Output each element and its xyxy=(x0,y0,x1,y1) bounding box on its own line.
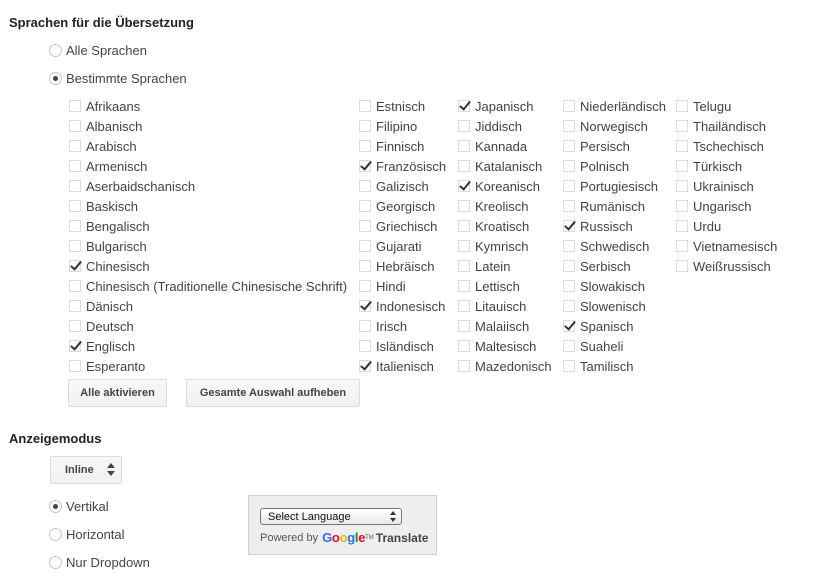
language-label: Spanisch xyxy=(580,318,634,334)
all-languages-label: Alle Sprachen xyxy=(66,42,147,58)
language-checkbox[interactable] xyxy=(69,260,81,272)
language-checkbox[interactable] xyxy=(359,300,371,312)
select-all-button[interactable]: Alle aktivieren xyxy=(68,379,167,407)
language-label: Kroatisch xyxy=(475,218,530,234)
language-checkbox[interactable] xyxy=(458,220,470,232)
language-option[interactable] xyxy=(69,236,347,256)
language-option[interactable] xyxy=(458,336,552,356)
language-label: Koreanisch xyxy=(475,178,541,194)
language-option[interactable] xyxy=(458,296,552,316)
language-option[interactable] xyxy=(69,276,347,296)
language-option[interactable] xyxy=(563,316,666,336)
language-option[interactable] xyxy=(359,216,446,236)
language-option[interactable] xyxy=(359,176,446,196)
language-label: Irisch xyxy=(376,318,408,334)
language-label: Schwedisch xyxy=(580,238,650,254)
language-label: Filipino xyxy=(376,118,418,134)
google-logo-letter: G xyxy=(322,530,332,545)
radio-circle[interactable] xyxy=(49,528,62,541)
language-label: Esperanto xyxy=(86,358,146,374)
language-option[interactable] xyxy=(458,236,552,256)
preview-select-label: Select Language xyxy=(268,510,351,523)
language-checkbox[interactable] xyxy=(563,240,575,252)
language-checkbox[interactable] xyxy=(359,120,371,132)
language-option[interactable] xyxy=(563,356,666,376)
language-option[interactable] xyxy=(69,96,347,116)
language-label: Hindi xyxy=(376,278,406,294)
google-logo-letter: g xyxy=(347,530,355,545)
language-checkbox[interactable] xyxy=(359,140,371,152)
language-column xyxy=(458,96,552,376)
language-option[interactable] xyxy=(69,176,347,196)
preview-language-select[interactable] xyxy=(260,508,402,525)
language-label: Japanisch xyxy=(475,98,534,114)
language-column xyxy=(676,96,777,276)
language-label: Isländisch xyxy=(376,338,434,354)
language-label: Maltesisch xyxy=(475,338,537,354)
language-option[interactable] xyxy=(69,256,347,276)
language-label: Tamilisch xyxy=(580,358,634,374)
language-option[interactable] xyxy=(676,156,777,176)
trademark-mark: TM xyxy=(365,534,374,541)
language-option[interactable] xyxy=(458,196,552,216)
language-label: Italienisch xyxy=(376,358,434,374)
specific-languages-radio[interactable] xyxy=(49,69,187,87)
language-option[interactable] xyxy=(563,196,666,216)
language-label: Suaheli xyxy=(580,338,624,354)
language-checkbox[interactable] xyxy=(563,340,575,352)
language-label: Kreolisch xyxy=(475,198,529,214)
language-checkbox[interactable] xyxy=(458,280,470,292)
language-checkbox[interactable] xyxy=(563,120,575,132)
language-label: Türkisch xyxy=(693,158,743,174)
language-checkbox[interactable] xyxy=(69,140,81,152)
select-updown-icon xyxy=(107,463,115,477)
display-mode-radio[interactable] xyxy=(49,525,125,543)
language-label: Vietnamesisch xyxy=(693,238,778,254)
clear-selection-button[interactable]: Gesamte Auswahl aufheben xyxy=(186,379,360,407)
language-option[interactable] xyxy=(458,276,552,296)
language-checkbox[interactable] xyxy=(676,120,688,132)
language-label: Telugu xyxy=(693,98,732,114)
language-option[interactable] xyxy=(359,96,446,116)
language-option[interactable] xyxy=(69,336,347,356)
google-logo xyxy=(322,530,365,545)
language-label: Jiddisch xyxy=(475,118,522,134)
all-languages-radio[interactable] xyxy=(49,41,147,59)
language-option[interactable] xyxy=(359,296,446,316)
language-label: Slowenisch xyxy=(580,298,646,314)
language-label: Dänisch xyxy=(86,298,133,314)
language-checkbox[interactable] xyxy=(458,180,470,192)
language-label: Litauisch xyxy=(475,298,527,314)
select-updown-icon xyxy=(390,511,396,522)
language-label: Tschechisch xyxy=(693,138,764,154)
language-label: Französisch xyxy=(376,158,447,174)
language-checkbox[interactable] xyxy=(359,280,371,292)
language-checkbox[interactable] xyxy=(676,180,688,192)
language-checkbox[interactable] xyxy=(458,160,470,172)
google-logo-letter: o xyxy=(339,530,348,545)
language-option[interactable] xyxy=(458,176,552,196)
language-checkbox[interactable] xyxy=(563,100,575,112)
language-checkbox[interactable] xyxy=(458,360,470,372)
display-mode-select-value: Inline xyxy=(65,464,94,476)
language-option[interactable] xyxy=(458,216,552,236)
language-option[interactable] xyxy=(563,336,666,356)
language-checkbox[interactable] xyxy=(69,240,81,252)
radio-circle[interactable] xyxy=(49,72,62,85)
radio-circle[interactable] xyxy=(49,44,62,57)
language-option[interactable] xyxy=(359,116,446,136)
language-checkbox[interactable] xyxy=(458,260,470,272)
language-checkbox[interactable] xyxy=(563,320,575,332)
language-checkbox[interactable] xyxy=(69,320,81,332)
language-option[interactable] xyxy=(359,256,446,276)
language-label: Serbisch xyxy=(580,258,631,274)
language-checkbox[interactable] xyxy=(359,340,371,352)
language-option[interactable] xyxy=(563,116,666,136)
languages-section-title: Sprachen für die Übersetzung xyxy=(9,15,194,30)
language-label: Persisch xyxy=(580,138,630,154)
language-checkbox[interactable] xyxy=(676,260,688,272)
language-label: Weißrussisch xyxy=(693,258,771,274)
language-checkbox[interactable] xyxy=(359,320,371,332)
language-label: Galizisch xyxy=(376,178,429,194)
language-label: Polnisch xyxy=(580,158,630,174)
language-label: Ungarisch xyxy=(693,198,752,214)
language-checkbox[interactable] xyxy=(563,260,575,272)
language-option[interactable] xyxy=(458,116,552,136)
language-label: Hebräisch xyxy=(376,258,435,274)
language-option[interactable] xyxy=(69,196,347,216)
language-label: Albanisch xyxy=(86,118,143,134)
translate-widget-preview xyxy=(248,495,437,555)
language-checkbox[interactable] xyxy=(69,180,81,192)
language-checkbox[interactable] xyxy=(69,220,81,232)
language-checkbox[interactable] xyxy=(458,200,470,212)
language-label: Ukrainisch xyxy=(693,178,754,194)
language-checkbox[interactable] xyxy=(676,240,688,252)
language-option[interactable] xyxy=(563,176,666,196)
language-option[interactable] xyxy=(69,136,347,156)
language-label: Bulgarisch xyxy=(86,238,147,254)
language-checkbox[interactable] xyxy=(676,160,688,172)
language-checkbox[interactable] xyxy=(359,100,371,112)
language-label: Englisch xyxy=(86,338,136,354)
language-option[interactable] xyxy=(676,256,777,276)
language-checkbox[interactable] xyxy=(359,360,371,372)
language-column xyxy=(359,96,446,376)
language-checkbox[interactable] xyxy=(458,120,470,132)
language-checkbox[interactable] xyxy=(359,160,371,172)
language-checkbox[interactable] xyxy=(563,300,575,312)
language-label: Gujarati xyxy=(376,238,422,254)
language-checkbox[interactable] xyxy=(458,320,470,332)
language-label: Arabisch xyxy=(86,138,137,154)
language-option[interactable] xyxy=(458,136,552,156)
language-label: Mazedonisch xyxy=(475,358,552,374)
powered-by-line xyxy=(260,530,429,545)
language-checkbox[interactable] xyxy=(676,100,688,112)
display-mode-radio[interactable] xyxy=(49,553,150,571)
language-label: Urdu xyxy=(693,218,722,234)
language-option[interactable] xyxy=(458,316,552,336)
language-option[interactable] xyxy=(563,256,666,276)
radio-circle[interactable] xyxy=(49,500,62,513)
language-checkbox[interactable] xyxy=(458,300,470,312)
radio-circle[interactable] xyxy=(49,556,62,569)
language-label: Armenisch xyxy=(86,158,148,174)
google-logo-letter: o xyxy=(331,530,340,545)
language-checkbox[interactable] xyxy=(458,340,470,352)
language-option[interactable] xyxy=(359,316,446,336)
language-label: Chinesisch xyxy=(86,258,150,274)
language-option[interactable] xyxy=(676,196,777,216)
language-option[interactable] xyxy=(69,156,347,176)
translate-word: Translate xyxy=(375,530,429,545)
display-mode-label: Horizontal xyxy=(66,526,125,542)
language-option[interactable] xyxy=(676,96,777,116)
language-label: Latein xyxy=(475,258,511,274)
language-checkbox[interactable] xyxy=(69,160,81,172)
language-label: Kymrisch xyxy=(475,238,529,254)
language-checkbox[interactable] xyxy=(359,220,371,232)
language-option[interactable] xyxy=(359,136,446,156)
language-option[interactable] xyxy=(69,316,347,336)
language-option[interactable] xyxy=(458,256,552,276)
language-checkbox[interactable] xyxy=(563,200,575,212)
language-checkbox[interactable] xyxy=(458,240,470,252)
display-mode-radio[interactable] xyxy=(49,497,109,515)
language-option[interactable] xyxy=(458,356,552,376)
language-checkbox[interactable] xyxy=(69,100,81,112)
language-checkbox[interactable] xyxy=(458,140,470,152)
language-option[interactable] xyxy=(69,116,347,136)
language-checkbox[interactable] xyxy=(69,340,81,352)
language-checkbox[interactable] xyxy=(563,220,575,232)
language-label: Chinesisch (Traditionelle Chinesische Schrift) xyxy=(86,278,348,294)
language-label: Norwegisch xyxy=(580,118,648,134)
language-option[interactable] xyxy=(359,196,446,216)
language-label: Katalanisch xyxy=(475,158,543,174)
language-label: Malaiisch xyxy=(475,318,530,334)
language-label: Niederländisch xyxy=(580,98,666,114)
language-option[interactable] xyxy=(359,276,446,296)
display-mode-label: Vertikal xyxy=(66,498,109,514)
language-option[interactable] xyxy=(676,236,777,256)
language-label: Afrikaans xyxy=(86,98,141,114)
language-option[interactable] xyxy=(359,336,446,356)
language-checkbox[interactable] xyxy=(563,140,575,152)
language-checkbox[interactable] xyxy=(458,100,470,112)
language-option[interactable] xyxy=(676,116,777,136)
language-label: Portugiesisch xyxy=(580,178,659,194)
language-option[interactable] xyxy=(359,356,446,376)
language-checkbox[interactable] xyxy=(563,360,575,372)
language-checkbox[interactable] xyxy=(676,220,688,232)
language-checkbox[interactable] xyxy=(359,200,371,212)
language-label: Lettisch xyxy=(475,278,520,294)
language-checkbox[interactable] xyxy=(69,280,81,292)
language-checkbox[interactable] xyxy=(69,360,81,372)
language-option[interactable] xyxy=(359,156,446,176)
language-label: Deutsch xyxy=(86,318,134,334)
language-option[interactable] xyxy=(359,236,446,256)
language-option[interactable] xyxy=(563,276,666,296)
language-label: Russisch xyxy=(580,218,633,234)
language-checkbox[interactable] xyxy=(676,140,688,152)
language-option[interactable] xyxy=(69,296,347,316)
google-logo-letter: l xyxy=(354,530,359,545)
language-option[interactable] xyxy=(563,216,666,236)
language-checkbox[interactable] xyxy=(563,180,575,192)
language-label: Slowakisch xyxy=(580,278,646,294)
language-option[interactable] xyxy=(563,136,666,156)
language-label: Indonesisch xyxy=(376,298,446,314)
language-option[interactable] xyxy=(563,296,666,316)
language-checkbox[interactable] xyxy=(69,120,81,132)
google-logo-letter: e xyxy=(358,530,366,545)
language-label: Aserbaidschanisch xyxy=(86,178,196,194)
display-mode-label: Nur Dropdown xyxy=(66,554,150,570)
language-option[interactable] xyxy=(563,156,666,176)
language-label: Georgisch xyxy=(376,198,436,214)
specific-languages-label: Bestimmte Sprachen xyxy=(66,70,187,86)
display-mode-title: Anzeigemodus xyxy=(9,431,102,446)
language-option[interactable] xyxy=(676,136,777,156)
language-label: Thailändisch xyxy=(693,118,766,134)
language-checkbox[interactable] xyxy=(69,300,81,312)
language-checkbox[interactable] xyxy=(676,200,688,212)
language-column xyxy=(563,96,666,376)
language-option[interactable] xyxy=(676,216,777,236)
language-checkbox[interactable] xyxy=(359,180,371,192)
language-label: Bengalisch xyxy=(86,218,150,234)
language-label: Baskisch xyxy=(86,198,139,214)
language-label: Griechisch xyxy=(376,218,438,234)
language-option[interactable] xyxy=(69,216,347,236)
language-option[interactable] xyxy=(563,96,666,116)
language-checkbox[interactable] xyxy=(359,260,371,272)
language-checkbox[interactable] xyxy=(563,160,575,172)
language-option[interactable] xyxy=(458,156,552,176)
language-checkbox[interactable] xyxy=(563,280,575,292)
language-label: Finnisch xyxy=(376,138,425,154)
language-label: Rumänisch xyxy=(580,198,646,214)
language-checkbox[interactable] xyxy=(69,200,81,212)
display-mode-select[interactable] xyxy=(50,456,122,484)
language-label: Estnisch xyxy=(376,98,426,114)
language-column xyxy=(69,96,347,376)
language-checkbox[interactable] xyxy=(359,240,371,252)
language-option[interactable] xyxy=(69,356,347,376)
powered-by-text: Powered by xyxy=(260,531,319,544)
language-option[interactable] xyxy=(563,236,666,256)
language-label: Kannada xyxy=(475,138,528,154)
language-option[interactable] xyxy=(676,176,777,196)
language-option[interactable] xyxy=(458,96,552,116)
